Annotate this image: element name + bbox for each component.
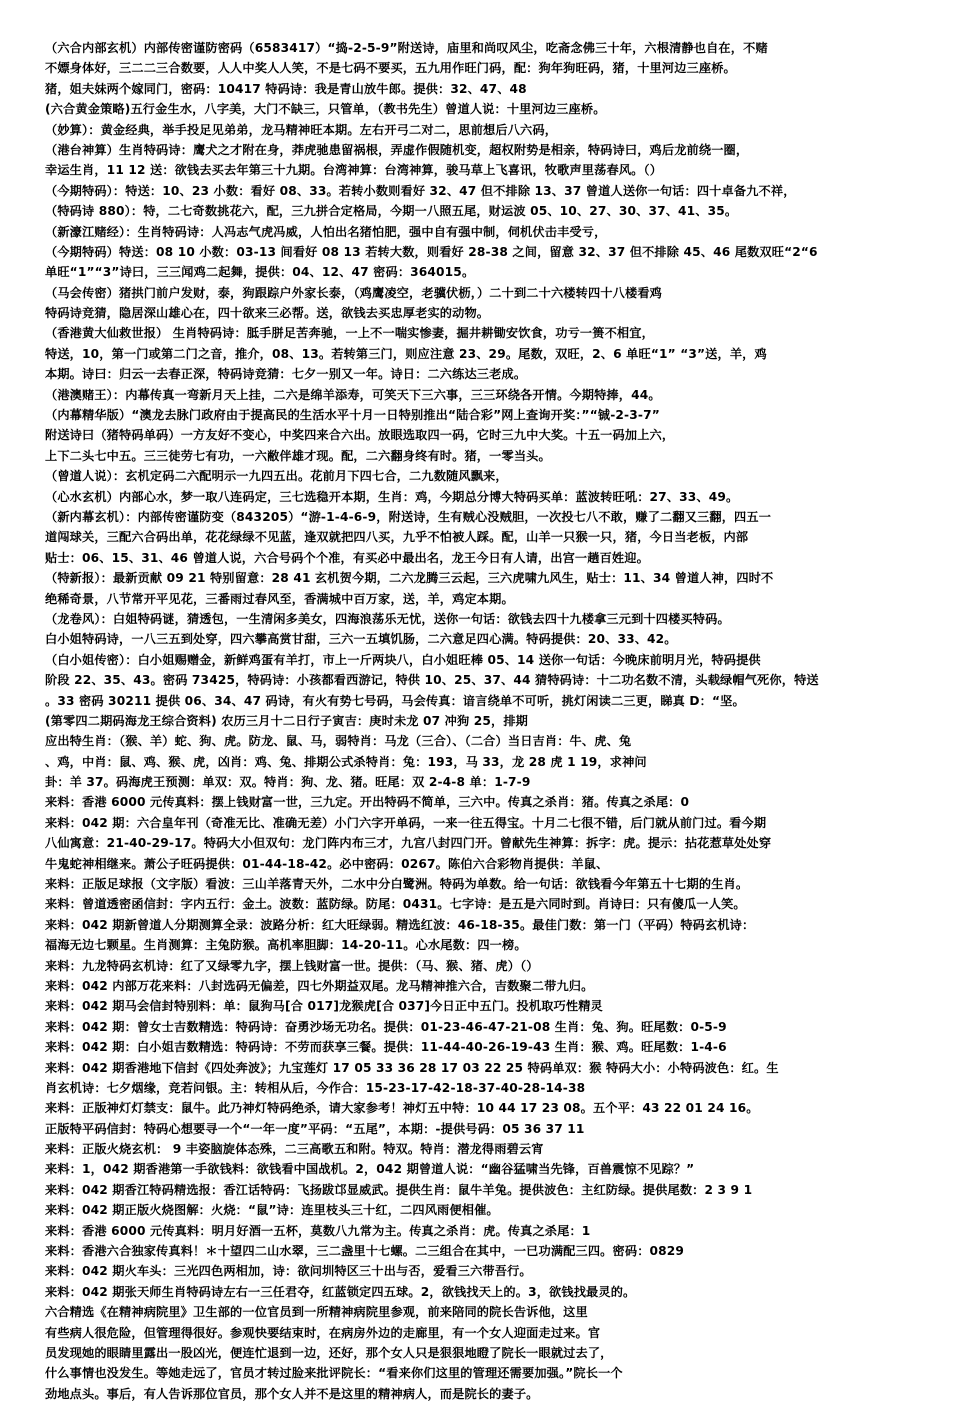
text-line: （港澳赌王）：内幕传真一弯新月天上挂，二六是绵羊添寿，可笑天下三六事，三三环绕各开情。今期特捧，44。 bbox=[45, 387, 661, 402]
text-line: (第零四二期码海龙王综合资料) 农历三月十二日行子寅吉：庚时未龙 07 冲狗 25，排期 bbox=[45, 713, 529, 728]
text-line: 附送诗曰（猪特码单码）一方友好不变心，中奖四来合六出。放眼选取四一码，它时三九中大奖。十五一码加上六， bbox=[45, 428, 675, 443]
text-line: （龙卷风）：白姐特码谜，猜透包，一生清闲多美女，四海浪荡乐无忧，送你一句话：欲钱去四十九楼拿三元到十四楼买特码。 bbox=[45, 611, 730, 626]
text-line: 、鸡，中肖：鼠、鸡、猴、虎，凶肖：鸡、兔、排期公式杀特肖：兔：193，马 33，龙 28 虎 1 19，求神问 bbox=[45, 754, 647, 769]
text-line: 阶段 22、35、43。密码 73425，特码诗：小孩都看西游记，特供 10、25、37、44 猜特码诗：十二功名数不清，头载绿帽气死你，特送 bbox=[45, 673, 819, 688]
text-line: 来料：042 内部万花来料：八封选码无偏差，四七外期益双尾。龙马精神推六合，吉数聚二带九归。 bbox=[45, 978, 594, 993]
text-line: 应出特生肖：（猴、羊）蛇、狗、虎。防龙、鼠、马，弱特肖：马龙（三合）、（二合）当日吉肖：牛、虎、兔 bbox=[45, 734, 632, 749]
text-line: (六合黄金策略)五行金生水，八字美，大门不缺三，只管单，（教书先生）曾道人说：十里河边三座桥。 bbox=[45, 102, 606, 117]
text-line: 来料：香港六合独家传真料！＊十望四二山水翠，三二盏里十七螺。二三组合在其中，一已功满配三四。密码：0829 bbox=[45, 1244, 685, 1259]
text-line: 福海无边七颗星。生肖测算：主兔防猴。高机率胆脚：14-20-11。心水尾数：四一榜。 bbox=[45, 938, 527, 953]
text-line: 来料：042 期张天师生肖特码诗左右一三任君夺，红蓝锁定四五球。2，欲钱找天上的。3，欲钱找最灵的。 bbox=[45, 1284, 636, 1299]
text-line: 正版特平码信封：特码心想要寻一个“一年一度”平码：“五尾”，本期：-提供号码：05 36 37 11 bbox=[45, 1121, 585, 1136]
text-line: 八仙寓意：21-40-29-17。特码大小但双句：龙门阵内布三才，九宫八封四门开。曾献先生神算：拆字：虎。提示：拈花惹草处处穿 bbox=[45, 836, 772, 851]
text-line: 幸运生肖，11 12 送：欲钱去买去年第三十九期。台湾神算：台湾神算，骏马草上飞喜讯，牧歌声里荡春风。（） bbox=[45, 163, 663, 178]
text-line: 猪，姐夫妹两个嫁同门，密码：10417 特码诗：我是青山放牛郎。提供：32、47、48 bbox=[45, 81, 527, 96]
text-line: 来料：曾道透密函信封：字内五行：金土。波数：蓝防绿。防尾：0431。七字诗：是五是六同时到。肖诗曰：只有傻瓜一人笑。 bbox=[45, 897, 746, 912]
text-line: 绝稀奇景，八节常开平见花，三番雨过春风至，香满城中百万家，送，羊，鸡定本期。 bbox=[45, 591, 514, 606]
text-line: 来料：042 期：白小姐吉数精选：特码诗：不劳而获享三餐。提供：11-44-40-26-19-43 生肖：猴、鸡。旺尾数：1-4-6 bbox=[45, 1040, 727, 1055]
text-line: 来料：042 期火车头：三光四色两相加，诗：欲问圳特区三十出与否，爱看三六带吾行。 bbox=[45, 1264, 532, 1279]
text-line: 有些病人很危险，但管理得很好。参观快要结束时，在病房外边的走廊里，有一个女人迎面走过来。官 bbox=[45, 1325, 601, 1340]
text-line: （曾道人说）：玄机定码二六配明示一九四五出。花前月下四七合，二九数随风飘来， bbox=[45, 469, 508, 484]
text-line: 来料：042 期香江特码精选报：香江话特码：飞扬跋邙显威武。提供生肖：鼠牛羊兔。提供波色：主红防绿。提供尾数：2 3 9 1 bbox=[45, 1182, 753, 1197]
text-line: （内幕精华版）“澳龙去脉门政府由于提高民的生活水平十月一日特别推出“陆合彩”网上查询开奖：”“铖-2-3-7” bbox=[45, 408, 660, 423]
text-line: 卦：羊 37。码海虎王预测：单双：双。特肖：狗、龙、猪。旺尾：双 2-4-8 单：1-7-9 bbox=[45, 775, 531, 790]
text-line: 来料：正版火烧玄机： 9 丰姿脑旋体态殊，二三高歌五和附。特双。特肖：潜龙得雨碧云宵 bbox=[45, 1142, 544, 1157]
text-line: （马会传密）猪拱门前户发财，泰，狗跟踪户外家长泰，（鸡鹰凌空，老骥伏枥，）二十到二十六楼转四十八楼看鸡 bbox=[45, 285, 663, 300]
text-line: 来料：香港 6000 元传真料：摆上钱财富一世，三九定。开出特码不简单，三六中。传真之杀肖：猪。传真之杀尾：0 bbox=[45, 795, 690, 810]
text-line: 来料：正版神灯灯禁支：鼠牛。此乃神灯特码绝杀，请大家参考！神灯五中特：10 44 17 23 08。五个平：43 22 01 24 16。 bbox=[45, 1101, 759, 1116]
text-line: （新濠江赌经）：生肖特码诗：人冯志气虎冯威，人怕出名猪怕肥，强中自有强中制，伺机伏击丰受亏， bbox=[45, 224, 607, 239]
text-line: 单旺“1”“3”诗曰，三三闻鸡二起舞，提供：04、12、47 密码：364015。 bbox=[45, 265, 475, 280]
text-line: 员发现她的眼睛里露出一股凶光，便连忙退到一边，还好，那个女人只是狠狠地瞪了院长一眼就过去了， bbox=[45, 1346, 613, 1360]
text-line: （港台神算）生肖特码诗：鹰犬之才附在身，莽虎驰患留祸根，弄虚作假随机变，超权附势是相亲，特码诗曰，鸡后龙前绕一圈， bbox=[45, 142, 749, 157]
text-line: 来料：042 期马会信封特别料：单：鼠狗马[合 017]龙猴虎[合 037]今日正中五门。投机取巧性精灵 bbox=[45, 999, 603, 1014]
text-line: 不嫖身体好，三二二三合数要，人人中奖人人笑，不是七码不要买，五九用作旺门码，配：狗年狗旺码，猪，十里河边三座桥。 bbox=[45, 61, 736, 76]
text-line: （今期特码）：特送：10、23 小数：看好 08、33。若转小数则看好 32、47 但不排除 13、37 曾道人送你一句话：四十卓备九不祥， bbox=[45, 183, 796, 198]
text-line: 来料：042 期香港地下信封《四处奔波》；九宝莲灯 17 05 33 36 28 17 03 22 25 特码单双：猴 特码大小：小特码波色：红。生 bbox=[45, 1060, 779, 1075]
text-line: 什么事情也没发生。等她走远了，官员才转过脸来批评院长：“看来你们这里的管理还需要加强。”院长一个 bbox=[45, 1366, 623, 1381]
text-line: 白小姐特码诗，一八三五到处穿，四六攀高赏甘甜，三六一五填饥肠，二六意足四心满。特码提供：20、33、42。 bbox=[45, 632, 677, 647]
text-line: （香港黄大仙救世报） 生肖特码诗：胝手胼足苦奔驰，一上不一喘实惨妻，掘井耕锄安饮食，功亏一篑不相宜， bbox=[45, 326, 654, 341]
text-line: 特送，10，第一门或第二门之音，推介，08、13。若转第三门，则应注意 23、29。尾数，双旺，2、6 单旺“1” “3”送，羊，鸡 bbox=[45, 346, 767, 361]
text-line: （妙算）：黄金经典，举手投足见弟弟，龙马精神旺本期。左右开弓二对二，思前想后八六码， bbox=[45, 122, 558, 137]
text-line: 贴士：06、15、31、46 曾道人说，六合号码个个准，有买必中最出名，龙王今日有人请，出宫一趟百姓迎。 bbox=[45, 550, 649, 565]
text-line: 肖玄机诗：七夕烟缘，竞若问银。主：转相从后，今作合：15-23-17-42-18-37-40-28-14-38 bbox=[45, 1080, 586, 1095]
text-line: 来料：042 期：曾女士吉数精选：特码诗：奋勇沙场无功名。提供：01-23-46-47-21-08 生肖：兔、狗。旺尾数：0-5-9 bbox=[45, 1019, 727, 1034]
text-line: 来料：042 期新曾道人分期测算全录：波路分析：红大旺绿弱。精选红波：46-18-35。最佳门数：第一门（平码）特码玄机诗： bbox=[45, 917, 755, 932]
text-line: （特新报）：最新贡献 09 21 特别留意：28 41 玄机贺今期，二六龙腾三云起，三六虎啸九风生，贴士：11、34 曾道人神，四时不 bbox=[45, 571, 774, 586]
text-line: 来料：042 期正版火烧图解：火烧：“鼠”诗：连里枝头三十红，二四风雨便相催。 bbox=[45, 1203, 499, 1218]
text-line: 上下二头七中五。三三徒劳七有功，一六敝伴雄才现。配，二六翻身终有时。猪，一零当头。 bbox=[45, 448, 551, 463]
text-line: （特码诗 880）：特，二七奇数挑花六，配，三九拼合定格局，今期一八照五尾，财运波 05、10、27、30、37、41、35。 bbox=[45, 204, 738, 219]
text-line: （今期特码）特送：08 10 小数：03-13 间看好 08 13 若转大数，则看好 28-38 之间，留意 32、37 但不排除 45、46 尾数双旺“2“6 bbox=[45, 244, 818, 259]
text-line: 来料：香港 6000 元传真料：明月好酒一五杯，莫数八九常为主。传真之杀肖：虎。传真之杀尾：1 bbox=[45, 1223, 591, 1238]
text-line: 来料：1，042 期香港第一手欲钱料：欲钱看中国战机。2，042 期曾道人说：“幽谷猛啸当先锋，百兽震惊不见踪？” bbox=[45, 1162, 695, 1177]
text-line: 劲地点头。事后，有人告诉那位官员，那个女人并不是这里的精神病人，而是院长的妻子。 bbox=[45, 1386, 539, 1401]
text-line: 特码诗竞猜，隐居深山雄心在，四十欲来三必帮。送，欲钱去买忠厚老实的动物。 bbox=[45, 306, 490, 321]
text-line: 本期。诗曰：归云一去春正深，特码诗竞猜：七夕一别又一年。诗日：二六练达三老成。 bbox=[45, 367, 527, 382]
text-line: 道闯球关，三配六合码出单，花花绿绿不见蓝，逢双就把四八买，九乎不怕被人踩。配，山羊一只猴一只，猪，今日当老板，内部 bbox=[45, 530, 749, 545]
text-line: 来料：正版足球报（文字版）看波：三山羊落青天外，二水中分白鹭洲。特码为单数。给一句话：欲钱看今年第五十七期的生肖。 bbox=[45, 877, 749, 892]
text-line: 六合精选《在精神病院里》卫生部的一位官员到一所精神病院里参观，前来陪同的院长告诉他，这里 bbox=[45, 1305, 588, 1320]
text-line: （六合内部玄机）内部传密谨防密码（6583417）“捣-2-5-9”附送诗，庙里和尚叹风尘，吃斋念佛三十年，六根清静也自在，不赌 bbox=[45, 41, 768, 55]
text-line: （新内幕玄机）：内部传密谨防变（843205）“游-1-4-6-9，附送诗，生有贼心没贼胆，一次投七八不敢，赚了二翻又三翻，四五一 bbox=[45, 509, 772, 524]
text-line: 来料：042 期：六合皇年刊（奇准无比、准确无差）小门六字开单码，一来一往五得宝。十月二七很不错，后门就从前门过。看今期 bbox=[45, 815, 767, 830]
text-line: （白小姐传密）：白小姐赐赠金，新鲜鸡蛋有羊打，市上一斤两块八，白小姐旺棒 05、14 送你一句话：今晚床前明月光，特码提供 bbox=[45, 652, 761, 667]
text-line: 。33 密码 30211 提供 06、34、47 码诗，有火有势七号码，马会传真：谙言绕单不可听，挑灯闲读二三更，睇真 D：“坚。 bbox=[45, 693, 745, 708]
text-line: 来料：九龙特码玄机诗：红了又绿零九字，摆上钱财富一世。提供：（马、猴、猪、虎）（） bbox=[45, 958, 539, 973]
text-line: 牛鬼蛇神相继来。萧公子旺码提供：01-44-18-42。必中密码：0267。陈伯六合彩物肖提供：羊鼠、 bbox=[45, 856, 609, 871]
text-line: （心水玄机）内部心水，梦一取八连码定，三七选稳开本期，生肖：鸡，今期总分博大特码买单：蓝波转旺吼：27、33、49。 bbox=[45, 489, 739, 504]
